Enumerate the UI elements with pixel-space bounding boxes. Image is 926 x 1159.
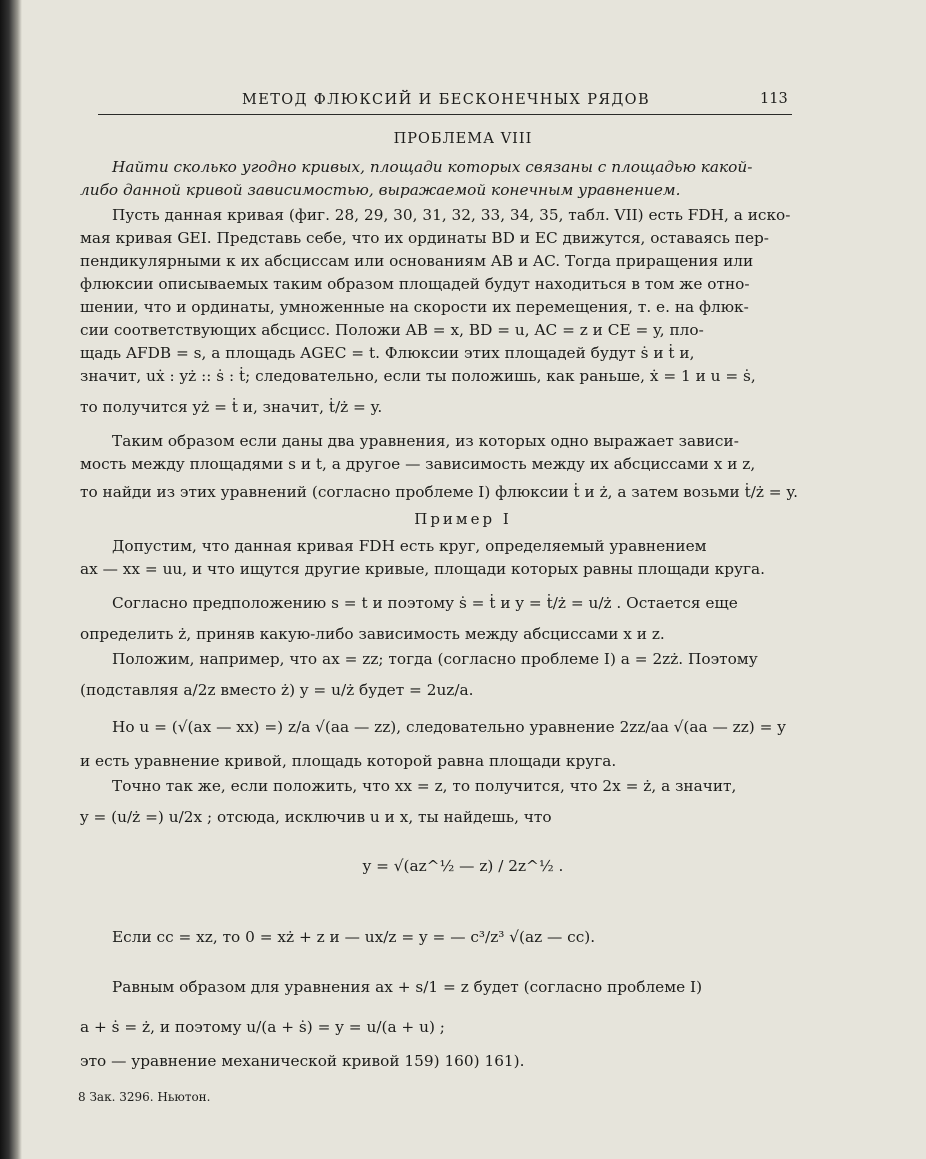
text-line: мая кривая GEI. Представь себе, что их ординаты BD и EC движутся, оставаясь пер- [80, 229, 769, 247]
text-line: щадь AFDB = s, а площадь AGEC = t. Флюксии этих площадей будут ṡ и ṫ и, [80, 344, 695, 362]
statement-line-1: Найти сколько угодно кривых, площади которых связаны с площадью какой- [112, 158, 753, 176]
text-line: то найди из этих уравнений (согласно проблеме I) флюксии ṫ и ż, а затем возьми ṫ/ż = y. [80, 483, 798, 501]
statement-line-2: либо данной кривой зависимостью, выражаемой конечным уравнением. [80, 181, 681, 199]
text-line: мость между площадями s и t, а другое — зависимость между их абсциссами x и z, [80, 455, 756, 473]
text-line: Пусть данная кривая (фиг. 28, 29, 30, 31, 32, 33, 34, 35, табл. VII) есть FDH, а иско- [112, 206, 791, 224]
text-line: Точно так же, если положить, что xx = z, то получится, что 2x = ż, а значит, [112, 777, 737, 795]
text-line: Таким образом если даны два уравнения, из которых одно выражает зависи- [112, 432, 739, 450]
text-line: сии соответствующих абсцисс. Положи AB = x, BD = u, AC = z и CE = y, пло- [80, 321, 704, 339]
text-line: шении, что и ординаты, умноженные на скорости их перемещения, т. е. на флюк- [80, 298, 749, 316]
text-line: это — уравнение механической кривой 159) 160) 161). [80, 1052, 525, 1070]
text-line: ax — xx = uu, и что ищутся другие кривые, площади которых равны площади круга. [80, 560, 765, 578]
text-line: (подставляя a/2z вместо ż) y = u/ż будет = 2uz/a. [80, 681, 474, 699]
text-line: пендикулярными к их абсциссам или основаниям AB и AC. Тогда приращения или [80, 252, 754, 270]
section-title: ПРОБЛЕМА VIII [393, 131, 533, 147]
example-title: Пример I [414, 510, 512, 528]
text-line: то получится yż = ṫ и, значит, ṫ/ż = y. [80, 398, 383, 416]
text-line: Равным образом для уравнения ax + s/1 = z будет (согласно проблеме I) [112, 978, 703, 996]
text-line: определить ż, приняв какую-либо зависимость между абсциссами x и z. [80, 625, 665, 643]
header-rule [98, 114, 792, 115]
text-line: Допустим, что данная кривая FDH есть круг, определяемый уравнением [112, 537, 707, 555]
formula-line: y = √(az^½ — z) / 2z^½ . [362, 857, 564, 875]
text-line: Если cc = xz, то 0 = xż + z и — ux/z = y = — c³/z³ √(az — cc). [112, 928, 596, 946]
text-line: значит, uẋ : yż :: ṡ : ṫ; следовательно, если ты положишь, как раньше, ẋ = 1 и u = ṡ, [80, 367, 756, 385]
text-line: и есть уравнение кривой, площадь которой равна площади круга. [80, 752, 617, 770]
text-line: a + ṡ = ż, и поэтому u/(a + ṡ) = y = u/(a + u) ; [80, 1018, 445, 1036]
text-line: Но u = (√(ax — xx) =) z/a √(aa — zz), следовательно уравнение 2zz/aa √(aa — zz) = y [112, 718, 786, 736]
text-line: y = (u/ż =) u/2x ; отсюда, исключив u и x, ты найдешь, что [80, 808, 552, 826]
text-line: Положим, например, что ax = zz; тогда (согласно проблеме I) a = 2zż. Поэтому [112, 650, 758, 668]
text-line: флюксии описываемых таким образом площадей будут находиться в том же отно- [80, 275, 750, 293]
running-title: МЕТОД ФЛЮКСИЙ И БЕСКОНЕЧНЫХ РЯДОВ [242, 92, 651, 108]
print-mark: 8 Зак. 3296. Ньютон. [78, 1090, 211, 1104]
text-line: Согласно предположению s = t и поэтому ṡ = ṫ и y = ṫ/ż = u/ż . Остается еще [112, 594, 738, 612]
page-number: 113 [760, 91, 788, 107]
